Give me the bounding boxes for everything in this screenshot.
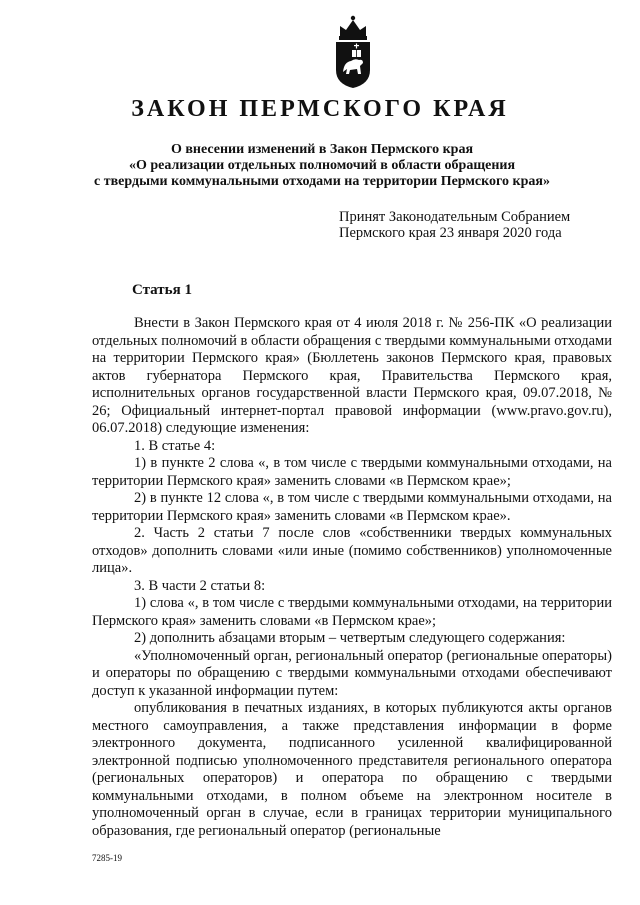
body-paragraph: 2. Часть 2 статьи 7 после слов «собственники твердых коммунальных отходов» дополнить словами «или иные (помимо собственников) уполномоченные лица». [92,525,612,576]
document-subtitle [80,142,564,190]
adoption-line: Пермского края 23 января 2020 года [339,225,562,241]
body-paragraph: 3. В части 2 статьи 8: [134,577,266,594]
adoption-note [339,209,570,241]
subtitle-line: с твердыми коммунальными отходами на территории Пермского края» [94,174,550,189]
article-body [92,315,612,840]
body-paragraph: 2) в пункте 12 слова «, в том числе с твердыми коммунальными отходами, на территории Пермского края» заменить словами «в Пермском крае». [92,490,612,524]
body-paragraph: 2) дополнить абзацами вторым – четвертым следующего содержания: [134,630,566,646]
body-paragraph: опубликования в печатных изданиях, в которых публикуются акты органов местного самоуправления, а также представления информации в форме электронного документа, подписанного усиленной квалифицированной электронной подписью уполномоченного представителя регионального оператора (региональных операторов) и оператора по обращению с твердыми коммунальными отходами, в полном объеме на электронном носителе в уполномоченный орган в случае, если в границах территории муниципального образования, где региональный оператор (региональные [92,700,612,839]
body-paragraph: Внести в Закон Пермского края от 4 июля 2018 г. № 256-ПК «О реализации отдельных полномочий в области обращения с твердыми коммунальными отходами на территории Пермского края» (Бюллетень законов Пермского края, правовых актов губернатора Пермского края, Правительства Пермского края, исполнительных органов государственной власти Пермского края, 09.07.2018, № 26; Официальный интернет-портал правовой информации (www.pravo.gov.ru), 06.07.2018) следующие изменения: [92,315,612,436]
subtitle-line: «О реализации отдельных полномочий в области обращения [128,158,516,173]
document-registration-number: 7285-19 [92,853,122,863]
perm-krai-coat-of-arms-icon [330,14,376,90]
document-title: ЗАКОН ПЕРМСКОГО КРАЯ [131,96,509,122]
article-heading: Статья 1 [132,282,192,298]
body-paragraph: 1. В статье 4: [134,437,216,454]
adoption-line: Принят Законодательным Собранием [339,209,571,225]
body-paragraph: 1) слова «, в том числе с твердыми коммунальными отходами, на территории Пермского края» заменить словами «в Пермском крае»; [92,595,612,629]
body-paragraph: «Уполномоченный орган, региональный оператор (региональные операторы) и операторы по обращению с твердыми коммунальными отходами обеспечивают доступ к указанной информации путем: [92,647,612,699]
subtitle-line: О внесении изменений в Закон Пермского края [170,142,474,157]
body-paragraph: 1) в пункте 2 слова «, в том числе с твердыми коммунальными отходами, на территории Пермского края» заменить словами «в Пермском крае»; [92,455,612,489]
